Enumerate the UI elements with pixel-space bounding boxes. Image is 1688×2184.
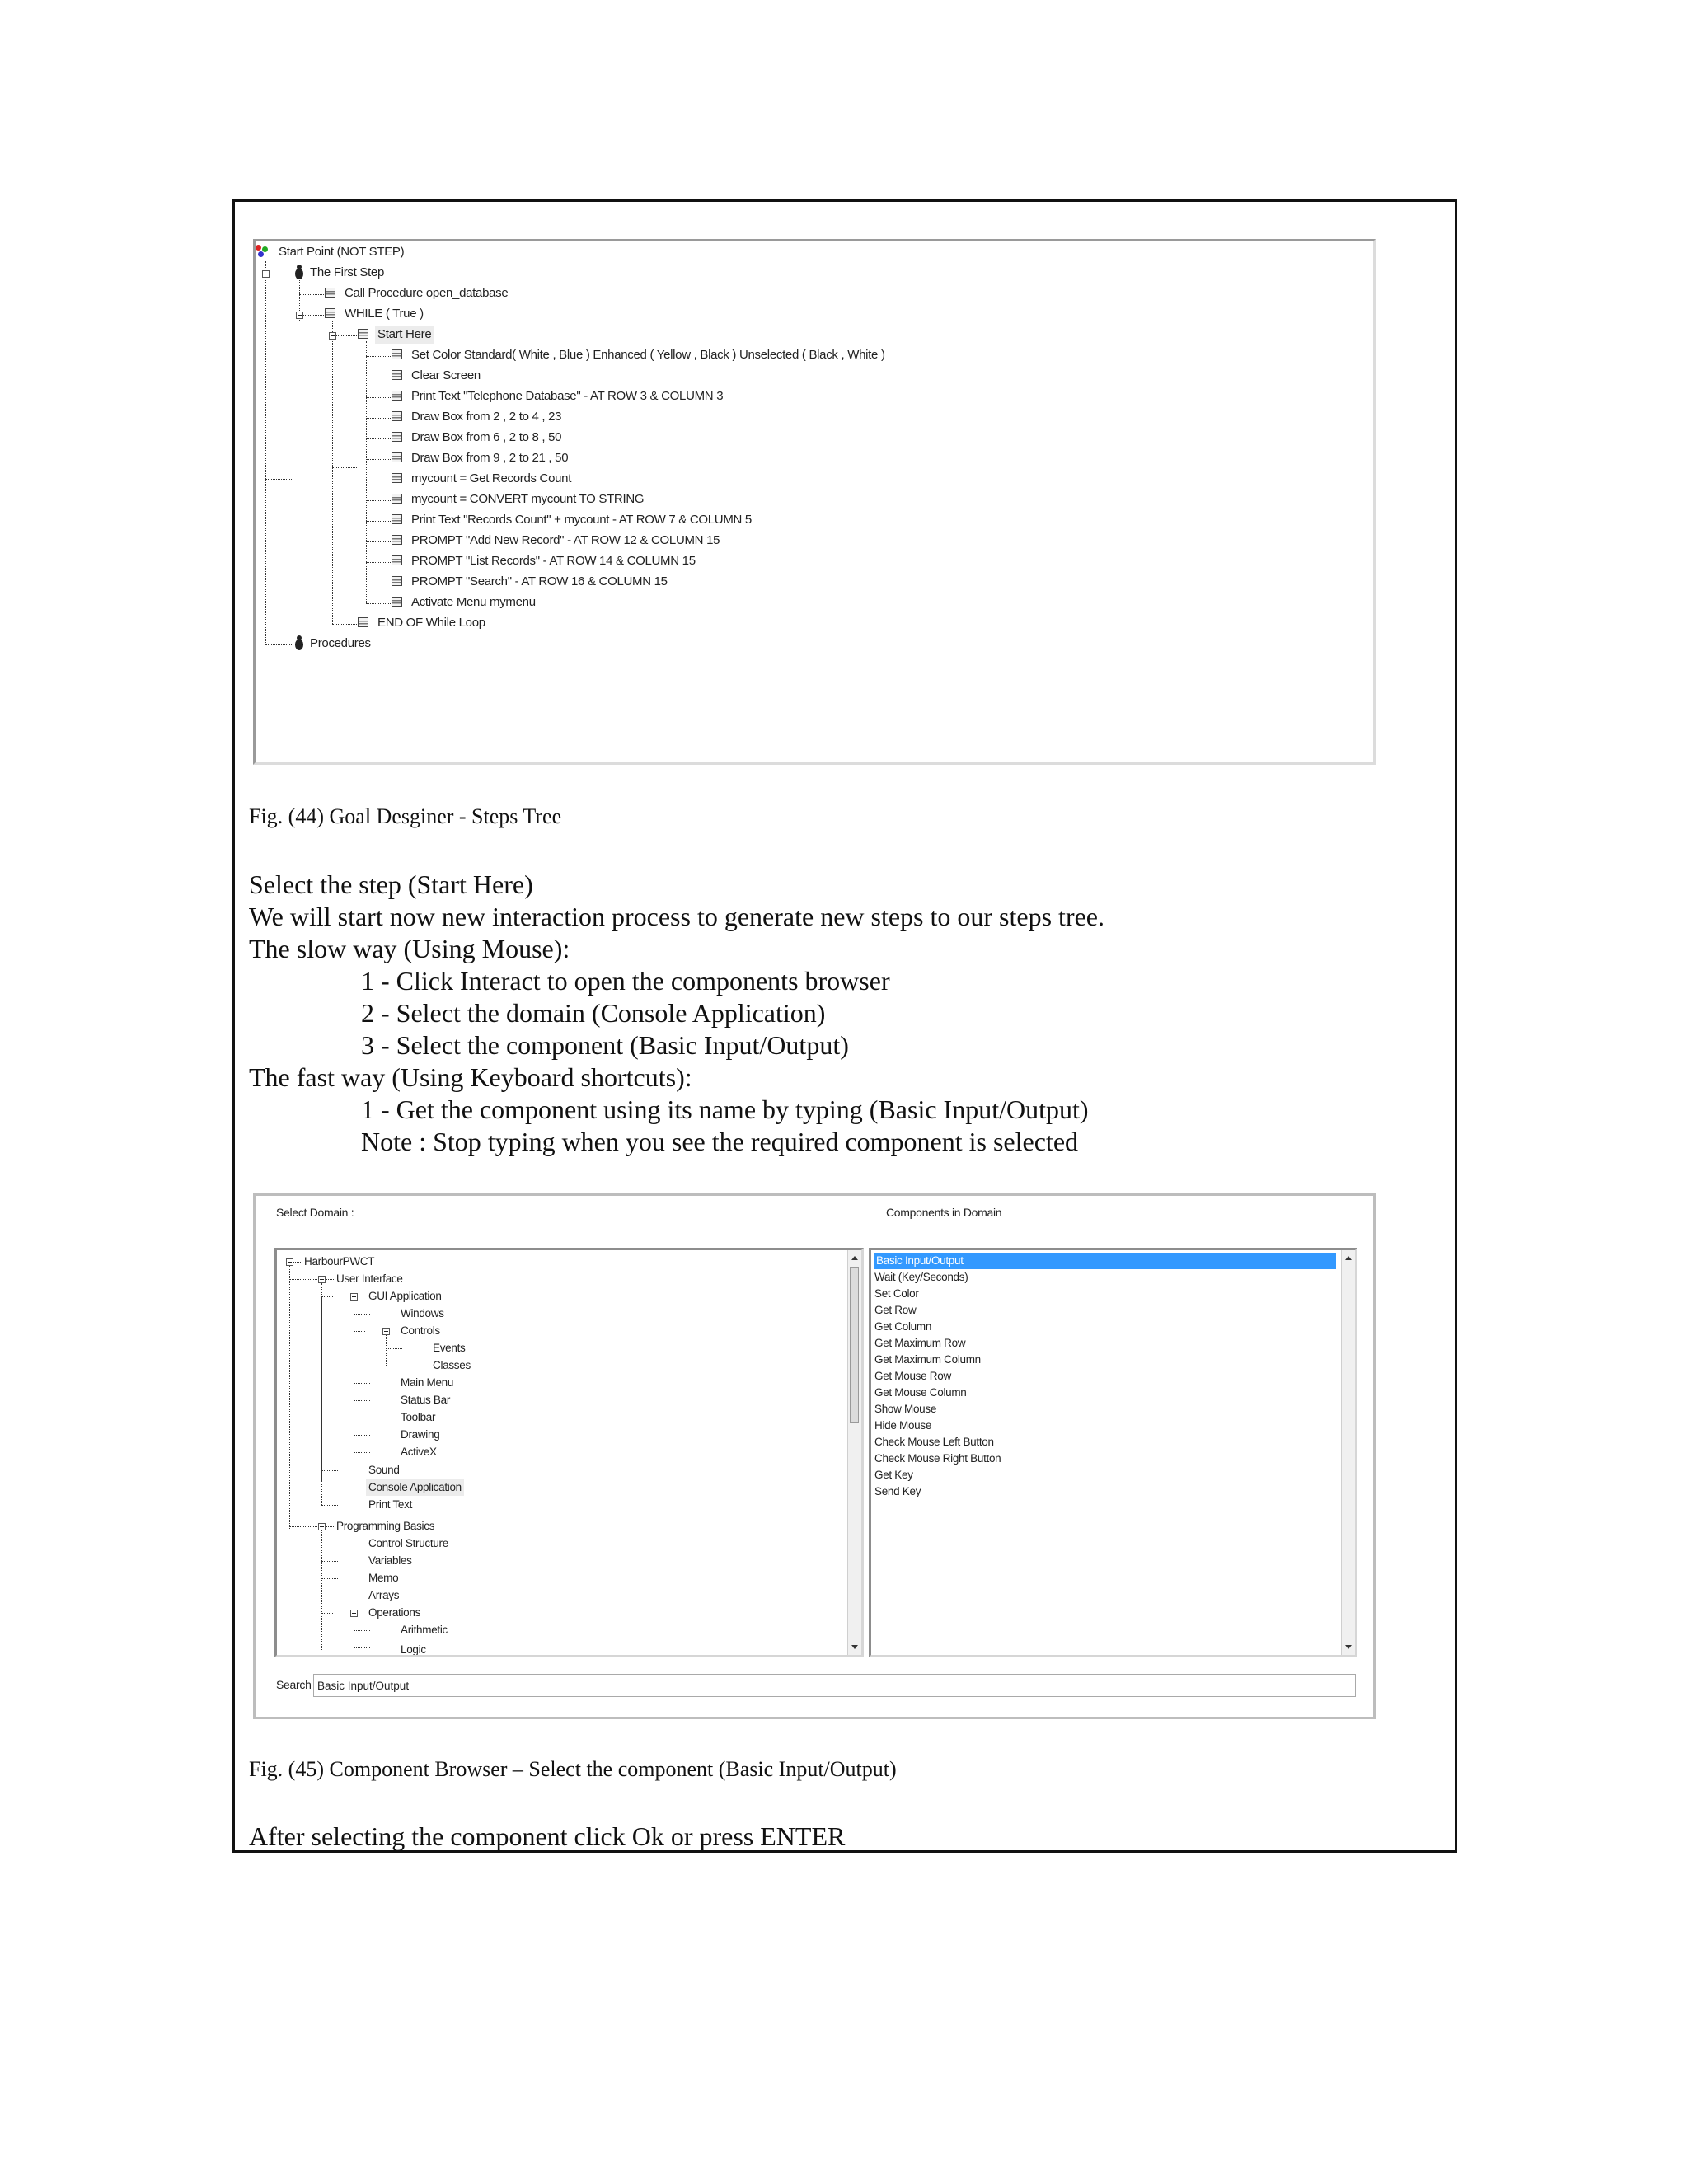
body-line: 1 - Click Interact to open the components browser [361,966,890,996]
body-line: 2 - Select the domain (Console Application) [361,998,826,1028]
collapse-toggle[interactable] [382,1328,390,1335]
component-item[interactable]: Get Column [874,1320,932,1333]
components-scrollbar[interactable] [1341,1250,1355,1655]
tree-line [366,603,391,604]
domain-node[interactable]: User Interface [336,1272,403,1285]
collapse-toggle[interactable] [350,1610,358,1617]
component-item[interactable]: Get Mouse Row [874,1370,951,1382]
tree-line [366,459,391,460]
tree-line [354,1400,370,1401]
domain-node[interactable]: Classes [433,1359,471,1371]
body-line: 3 - Select the component (Basic Input/Output) [361,1030,849,1060]
scroll-up-icon[interactable] [1345,1256,1352,1260]
component-item[interactable]: Wait (Key/Seconds) [874,1271,968,1283]
select-domain-label: Select Domain : [276,1206,354,1219]
component-item[interactable]: Get Mouse Column [874,1386,967,1399]
tree-line [265,261,266,479]
body-line: We will start now new interaction process to generate new steps to our steps tree. [249,902,1104,931]
domain-node[interactable]: Control Structure [368,1537,448,1549]
step-icon [325,308,335,318]
tree-line [366,562,391,563]
step-icon [392,597,402,607]
tree-line [354,1331,365,1332]
figure-45-caption: Fig. (45) Component Browser – Select the component (Basic Input/Output) [249,1757,897,1781]
domain-node[interactable]: Main Menu [401,1376,454,1389]
tree-line [321,1530,322,1650]
tree-line [332,321,333,467]
component-item[interactable]: Show Mouse [874,1403,937,1415]
tree-line [354,1383,370,1384]
body-line: Select the step (Start Here) [249,869,533,899]
domain-node-selected[interactable]: Console Application [366,1479,464,1496]
tree-line [332,467,357,468]
domain-node[interactable]: Controls [401,1324,440,1337]
tree-line [366,356,391,357]
domain-node[interactable]: Events [433,1342,466,1354]
step-icon [392,494,402,504]
scroll-down-icon[interactable] [851,1645,858,1649]
domain-node[interactable]: ActiveX [401,1446,437,1458]
domain-tree-panel[interactable] [274,1248,864,1657]
step-icon [392,473,402,483]
components-list-panel[interactable] [869,1248,1357,1657]
collapse-toggle[interactable] [296,312,303,319]
scroll-thumb[interactable] [850,1267,859,1423]
tree-line [366,521,391,522]
step-icon [392,576,402,586]
collapse-toggle[interactable] [286,1258,293,1266]
tree-line [321,1613,333,1614]
component-browser-screenshot [253,1193,1376,1719]
tree-line [354,1452,370,1453]
body-line: 1 - Get the component using its name by typing (Basic Input/Output) [361,1094,1089,1124]
tree-line [332,467,333,624]
domain-node[interactable]: Logic [401,1643,426,1656]
tree-line [332,624,357,625]
tree-line [354,1647,370,1648]
component-item[interactable]: Hide Mouse [874,1419,932,1432]
tree-line [321,1296,333,1297]
component-item[interactable]: Get Key [874,1469,913,1481]
tree-line [386,1335,387,1366]
tree-line [366,438,391,439]
step-icon [392,514,402,524]
domain-node[interactable]: Print Text [368,1498,413,1511]
step-icon [392,411,402,421]
domain-node[interactable]: HarbourPWCT [304,1255,375,1268]
body-line: Note : Stop typing when you see the required component is selected [361,1127,1079,1156]
collapse-toggle[interactable] [318,1276,326,1283]
footer-text: After selecting the component click Ok or press ENTER [249,1821,846,1851]
domain-node[interactable]: Programming Basics [336,1520,435,1532]
component-item[interactable]: Get Row [874,1304,917,1316]
tree-line [321,1470,338,1471]
domain-node[interactable]: Arrays [368,1589,400,1601]
start-point-icon [256,245,269,258]
tree-line [321,1505,338,1506]
tree-line [366,500,391,501]
step-icon [358,617,368,627]
figure-44-caption: Fig. (44) Goal Desginer - Steps Tree [249,804,562,828]
tree-line [265,479,266,644]
component-item[interactable]: Get Maximum Column [874,1353,981,1366]
domain-node[interactable]: Drawing [401,1428,440,1441]
components-in-domain-label: Components in Domain [886,1206,1002,1219]
steps-tree-screenshot: Start Point (NOT STEP) The First Step Call Procedure open_database WHILE ( True ) Start Here Set Color Standard( White , Blue ) Enhanced ( Yellow , Black ) Unselected ( Black , White ) Clear Screen Print Text "Telephone Database" - AT ROW 3 & COLUMN 3 Draw Box from 2 , 2 to 4 , 23 Draw Box from 6 , 2 to 8 , 50 Draw Box from 9 , 2 to 21 , 50 mycount = Get Records Count mycount = CONVERT mycount TO STRING Print Text "Records Count" + mycount - AT ROW 7 & COLUMN 5 PROMPT "Add New Record" - AT ROW 12 & COLUMN 15 PROMPT "List Records" - AT ROW 14 & COLUMN 15 PROMPT "Search" - AT ROW 16 & COLUMN 15 Activate Menu mymenu END OF While Loop Procedures [253,239,1376,765]
tree-line [289,1526,334,1527]
domain-node[interactable]: Variables [368,1554,412,1567]
step-icon [392,535,402,545]
component-item[interactable]: Set Color [874,1287,919,1300]
domain-node[interactable]: Status Bar [401,1394,451,1406]
collapse-toggle[interactable] [329,332,336,340]
step-icon [325,288,335,298]
domain-node[interactable]: Memo [368,1572,399,1584]
tree-line [366,418,391,419]
step-icon [358,329,368,339]
tree-line [354,1630,370,1631]
scroll-up-icon[interactable] [851,1256,858,1260]
step-icon [392,452,402,462]
tree-line [321,1578,338,1579]
domain-node[interactable]: Operations [368,1606,421,1619]
domain-node[interactable]: Toolbar [401,1411,436,1423]
step-icon [392,391,402,401]
component-item[interactable]: Send Key [874,1485,921,1497]
component-item[interactable]: Check Mouse Left Button [874,1436,994,1448]
collapse-toggle[interactable] [318,1523,326,1530]
tree-line [366,356,367,603]
body-line: The slow way (Using Mouse): [249,934,570,963]
body-line: The fast way (Using Keyboard shortcuts): [249,1062,692,1092]
collapse-toggle[interactable] [350,1293,358,1301]
domain-node[interactable]: GUI Application [368,1290,442,1302]
tree-line [321,1561,338,1562]
tree-line [366,397,391,398]
component-item[interactable]: Get Maximum Row [874,1337,966,1349]
tree-line [354,1435,370,1436]
step-bulb-icon [295,265,303,279]
collapse-toggle[interactable] [262,270,270,278]
tree-line [299,294,324,295]
domain-scrollbar[interactable] [847,1250,861,1655]
domain-node[interactable]: Arithmetic [401,1624,448,1636]
scroll-down-icon[interactable] [1345,1645,1352,1649]
tree-line [289,1262,290,1530]
tree-line [265,644,293,645]
step-icon [392,555,402,565]
step-bulb-icon [295,635,303,650]
domain-node[interactable]: Windows [401,1307,444,1319]
step-icon [392,349,402,359]
component-item[interactable]: Check Mouse Right Button [874,1452,1001,1465]
domain-node[interactable]: Sound [368,1464,400,1476]
tree-line [265,479,293,480]
tree-line [321,1296,322,1505]
tree-line [386,1348,402,1349]
step-icon [392,370,402,380]
step-icon [392,432,402,442]
tree-line [366,541,391,542]
search-input[interactable] [313,1674,1356,1697]
search-label: Search [276,1678,312,1691]
tree-line [289,1279,334,1280]
tree-line [354,1314,370,1315]
component-item-selected[interactable]: Basic Input/Output [874,1253,1336,1269]
